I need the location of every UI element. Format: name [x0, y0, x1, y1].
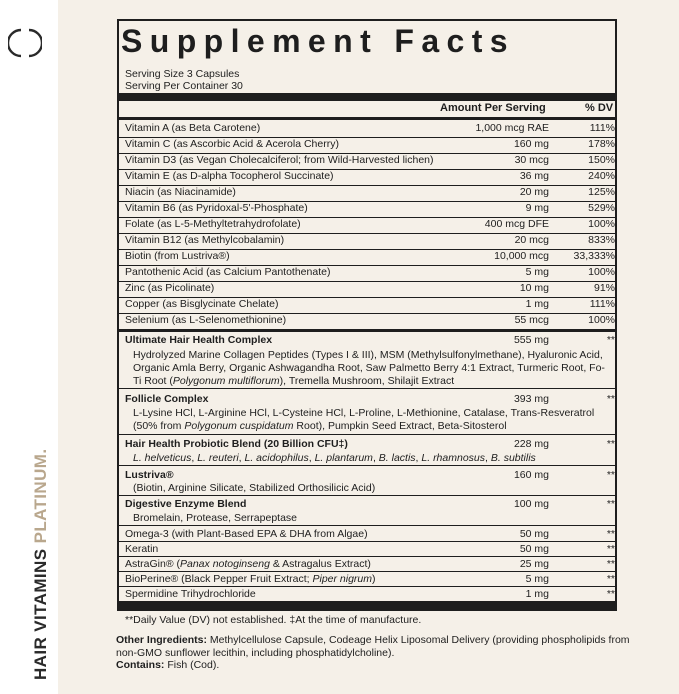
nutrient-name: Follicle Complex: [125, 393, 209, 405]
nutrient-amount: 10 mg: [519, 282, 549, 294]
nutrient-dv: 111%: [589, 122, 615, 134]
nutrient-name: Ultimate Hair Health Complex: [125, 334, 273, 346]
row-divider: [119, 495, 615, 496]
blend-ingredients: Hydrolyzed Marine Collagen Peptides (Types I & III), MSM (Methylsulfonylmethane), Hyaluronic Acid, Organic Amla Berry, Organic Ashwagandha Root, Saw Palmetto Berry 4:1 Extract, Turmeric Root, Fo-Ti Root (Polygonum multiflorum), Tremella Mushroom, Shilajit Extract: [133, 349, 605, 387]
nutrient-amount: 30 mcg: [514, 154, 549, 166]
servings-per-container: Serving Per Container 30: [125, 80, 243, 92]
other-ingredients: [116, 634, 636, 672]
nutrient-dv: 100%: [588, 314, 615, 326]
nutrient-amount: 160 mg: [513, 469, 549, 481]
product-name-part2: PLATINUM.: [31, 448, 50, 544]
nutrient-name: Copper (as Bisglycinate Chelate): [125, 298, 279, 310]
nutrient-name: Vitamin C (as Ascorbic Acid & Acerola Cherry): [125, 138, 339, 150]
row-divider: [119, 571, 615, 572]
nutrient-dv: 125%: [588, 186, 615, 198]
blend-ingredients: (Biotin, Arginine Silicate, Stabilized Orthosilicic Acid): [133, 482, 376, 494]
blend-ingredients: L-Lysine HCl, L-Arginine HCl, L-Cysteine HCl, L-Proline, L-Methionine, Catalase, Trans-Resveratrol (50% from Polygonum cuspidatum Root), Pumpkin Seed Extract, Beta-Sitosterol: [133, 407, 595, 432]
nutrient-amount: 160 mg: [513, 138, 549, 150]
nutrient-amount: 228 mg: [513, 438, 549, 450]
nutrient-dv: **: [606, 528, 615, 540]
nutrient-amount: 36 mg: [519, 170, 549, 182]
other-ingredients-label: Other Ingredients:: [116, 634, 208, 646]
row-divider: [119, 388, 615, 389]
nutrient-dv: **: [606, 469, 615, 481]
footer-divider-bar: [119, 601, 615, 610]
nutrient-name: Lustriva®: [125, 469, 174, 481]
dv-header: % DV: [585, 102, 614, 114]
nutrient-name: Keratin: [125, 543, 159, 555]
nutrient-amount: 55 mcg: [514, 314, 549, 326]
other-ingredients-text: Methylcellulose Capsule, Codeage Helix Liposomal Delivery (providing phospholipids from non-GMO sunflower lecithin, including phosphatidylcholine).: [116, 634, 630, 659]
nutrient-amount: 400 mcg DFE: [484, 218, 549, 230]
nutrient-name: AstraGin® (Panax notoginseng & Astragalus Extract): [125, 558, 371, 570]
nutrient-amount: 20 mcg: [514, 234, 549, 246]
contains-label: Contains:: [116, 659, 165, 671]
nutrient-dv: 529%: [588, 202, 615, 214]
nutrient-name: Biotin (from Lustriva®): [125, 250, 230, 262]
row-divider: [119, 556, 615, 557]
row-divider: [119, 465, 615, 466]
nutrient-dv: 111%: [589, 298, 615, 310]
nutrient-dv: 33,333%: [573, 250, 615, 262]
row-divider: [119, 434, 615, 435]
blend-ingredients: Bromelain, Protease, Serrapeptase: [133, 512, 298, 524]
nutrient-amount: 25 mg: [519, 558, 549, 570]
row-divider: [119, 329, 615, 332]
nutrient-amount: 100 mg: [513, 498, 549, 510]
nutrient-name: Niacin (as Niacinamide): [125, 186, 236, 198]
nutrient-name: BioPerine® (Black Pepper Fruit Extract; Piper nigrum): [125, 573, 376, 585]
nutrient-dv: **: [606, 543, 615, 555]
header-bottom-rule: [119, 117, 615, 120]
nutrient-amount: 1 mg: [525, 298, 549, 310]
blend-ingredients: L. helveticus, L. reuteri, L. acidophilus, L. plantarum, B. lactis, L. rhamnosus, B. subtilis: [133, 452, 536, 464]
nutrient-dv: 100%: [588, 218, 615, 230]
nutrient-amount: 1 mg: [525, 588, 549, 600]
nutrient-amount: 555 mg: [513, 334, 549, 346]
nutrient-dv: 91%: [593, 282, 615, 294]
nutrient-dv: 100%: [588, 266, 615, 278]
nutrient-amount: 1,000 mcg RAE: [475, 122, 549, 134]
serving-size: Serving Size 3 Capsules: [125, 68, 240, 80]
nutrient-amount: 20 mg: [519, 186, 549, 198]
amount-header: Amount Per Serving: [440, 102, 546, 114]
row-divider: [119, 541, 615, 542]
nutrient-dv: 240%: [588, 170, 615, 182]
nutrient-dv: **: [606, 573, 615, 585]
nutrient-name: Digestive Enzyme Blend: [125, 498, 247, 510]
nutrient-dv: **: [606, 558, 615, 570]
product-name-vertical: [31, 449, 51, 680]
contains-text: Fish (Cod).: [164, 659, 220, 671]
nutrient-name: Vitamin D3 (as Vegan Cholecalciferol; from Wild-Harvested lichen): [125, 154, 434, 166]
nutrient-name: Zinc (as Picolinate): [125, 282, 215, 294]
nutrient-dv: 833%: [588, 234, 615, 246]
nutrient-amount: 5 mg: [525, 266, 549, 278]
brand-logo-icon: [8, 26, 42, 60]
footnote: **Daily Value (DV) not established. ‡At the time of manufacture.: [125, 614, 422, 626]
nutrient-amount: 10,000 mcg: [494, 250, 549, 262]
header-divider-bar: [119, 93, 615, 101]
nutrient-dv: **: [606, 498, 615, 510]
nutrient-dv: 150%: [588, 154, 615, 166]
nutrient-dv: **: [606, 334, 615, 346]
nutrient-amount: 50 mg: [519, 528, 549, 540]
nutrient-name: Vitamin B12 (as Methylcobalamin): [125, 234, 285, 246]
nutrient-name: Folate (as L-5-Methyltetrahydrofolate): [125, 218, 301, 230]
nutrient-name: Vitamin E (as D-alpha Tocopherol Succinate): [125, 170, 334, 182]
nutrient-name: Selenium (as L-Selenomethionine): [125, 314, 287, 326]
nutrient-amount: 9 mg: [525, 202, 549, 214]
nutrient-dv: 178%: [588, 138, 615, 150]
nutrient-amount: 5 mg: [525, 573, 549, 585]
nutrient-name: Omega-3 (with Plant-Based EPA & DHA from Algae): [125, 528, 368, 540]
nutrient-name: Hair Health Probiotic Blend (20 Billion CFU‡): [125, 438, 348, 450]
nutrient-amount: 393 mg: [513, 393, 549, 405]
nutrient-name: Vitamin B6 (as Pyridoxal-5'-Phosphate): [125, 202, 308, 214]
product-name-part1: HAIR VITAMINS: [31, 548, 50, 680]
left-sidebar: [0, 0, 58, 694]
nutrient-amount: 50 mg: [519, 543, 549, 555]
nutrient-name: Pantothenic Acid (as Calcium Pantothenate): [125, 266, 331, 278]
nutrient-dv: **: [606, 588, 615, 600]
row-divider: [119, 525, 615, 526]
nutrient-name: Vitamin A (as Beta Carotene): [125, 122, 261, 134]
panel-title: Supplement Facts: [121, 23, 516, 59]
nutrient-dv: **: [606, 438, 615, 450]
row-divider: [119, 586, 615, 587]
nutrient-dv: **: [606, 393, 615, 405]
nutrient-name: Spermidine Trihydrochloride: [125, 588, 256, 600]
